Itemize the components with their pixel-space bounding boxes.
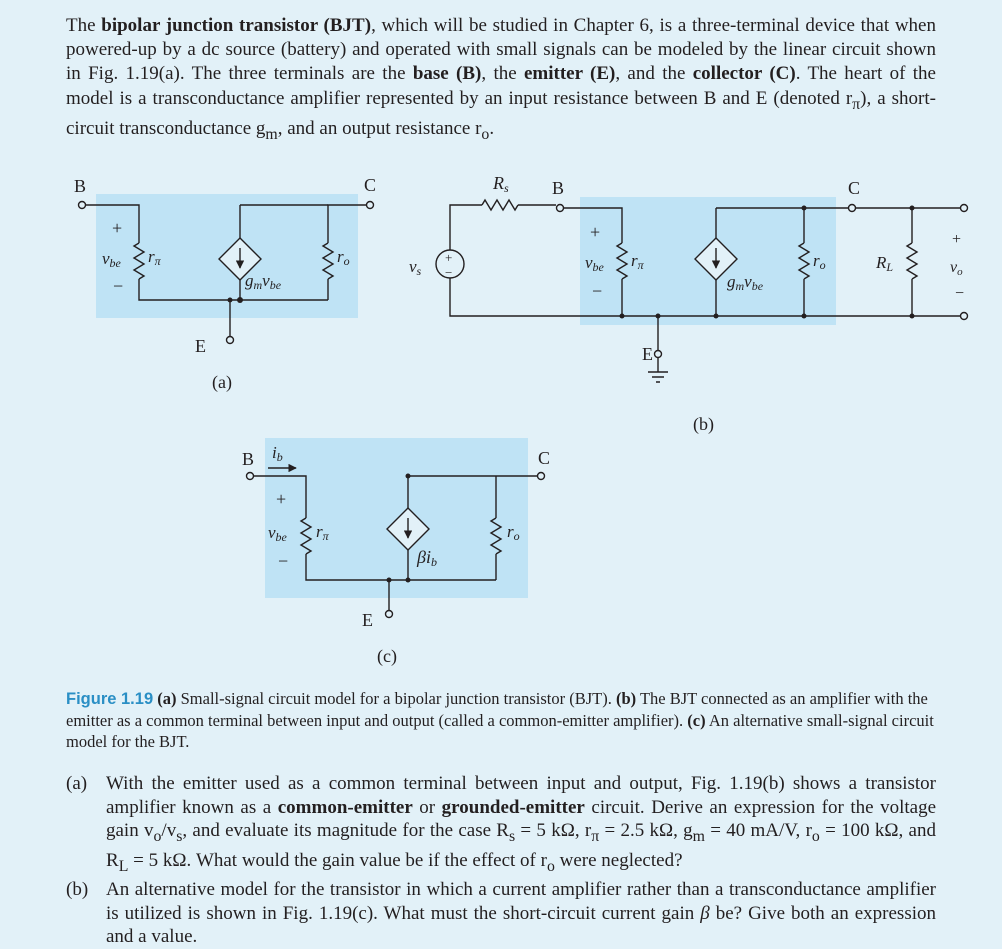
term-base: base (B) bbox=[412, 63, 482, 85]
svg-text:ro: ro bbox=[813, 251, 826, 272]
svg-text:vbe: vbe bbox=[102, 249, 121, 270]
svg-text:vo: vo bbox=[950, 259, 963, 278]
svg-text:−: − bbox=[445, 265, 453, 280]
label-a-E: E bbox=[195, 336, 206, 356]
label-a-plus: + bbox=[112, 218, 123, 238]
label-a-C: C bbox=[364, 175, 377, 195]
problem-item: (b) An alternative model for the transistor in which a current amplifier rather than a transconductance amplifier is utilized is shown in Fig. 1.19(c). What must the short-circuit current gain β be? Give both an expression and a value. bbox=[66, 878, 936, 948]
svg-text:vs: vs bbox=[409, 257, 422, 278]
svg-text:rπ: rπ bbox=[316, 522, 329, 543]
problem-list bbox=[66, 772, 936, 949]
svg-text:Rs: Rs bbox=[493, 173, 509, 195]
svg-text:(b): (b) bbox=[693, 414, 714, 434]
term-bjt: bipolar junction transistor (BJT) bbox=[101, 15, 372, 36]
svg-text:rπ: rπ bbox=[148, 247, 161, 268]
svg-text:βib: βib bbox=[417, 547, 437, 569]
label-a-B: B bbox=[74, 176, 87, 196]
svg-text:E: E bbox=[362, 610, 373, 630]
term-collector: collector (C) bbox=[692, 63, 796, 85]
svg-text:gmvbe: gmvbe bbox=[727, 272, 764, 293]
svg-text:B: B bbox=[242, 449, 255, 469]
figure-caption: Figure 1.19 (a) Small-signal circuit model for a bipolar junction transistor (BJT). (b) The BJT connected as an amplifier with the emitter as a common terminal between input and output (called a common-emitter amplifier). (c) An alternative small-signal circuit model for the BJT. bbox=[66, 689, 934, 751]
svg-text:+: + bbox=[276, 489, 287, 509]
intro-paragraph: The bipolar junction transistor (BJT), which will be studied in Chapter 6, is a three-terminal device that when powered-up by a dc source (battery) and operated with small signals can be modeled by the linear circuit shown in Fig. 1.19(a). The three terminals are the base (B), the emitter (E), and the collector (C). The heart of the model is a transconductance amplifier represented by an input resistance between B and E (denoted $r_\pi$), a short-circuit transconductance $g_m$, and an output resistance $r_o$. bbox=[66, 15, 936, 143]
svg-text:RL: RL bbox=[876, 253, 894, 274]
circuit-c bbox=[247, 438, 545, 618]
svg-text:+: + bbox=[952, 231, 962, 248]
svg-text:−: − bbox=[278, 551, 289, 571]
circuit-b bbox=[436, 197, 968, 382]
svg-text:−: − bbox=[592, 281, 603, 301]
svg-text:(c): (c) bbox=[377, 646, 397, 666]
label-a: (a) bbox=[212, 372, 232, 392]
problem-item: (a) With the emitter used as a common terminal between input and output, Fig. 1.19(b) shows a transistor amplifier known as a common-emitter or grounded-emitter circuit. Derive an expression for the voltage gain $v_o/v_s$, and evaluate its magnitude for the case $R_s = 5$ kΩ, $r_\pi = 2.5$ kΩ, $g_m = 40$ mA/V, $r_o = 100$ kΩ, and $R_L = 5$ kΩ. What would the gain value be if the effect of $r_o$ were neglected? bbox=[66, 773, 937, 875]
r-s-resistor bbox=[482, 200, 518, 210]
svg-text:C: C bbox=[538, 448, 551, 468]
svg-text:ro: ro bbox=[507, 522, 520, 543]
svg-text:gmvbe: gmvbe bbox=[245, 271, 282, 292]
term-emitter: emitter (E) bbox=[523, 63, 616, 85]
circuit-c-shade bbox=[265, 438, 528, 598]
label-a-minus: − bbox=[113, 276, 124, 296]
svg-text:vbe: vbe bbox=[268, 523, 287, 544]
svg-text:−: − bbox=[955, 285, 965, 302]
circuit-a bbox=[79, 194, 374, 344]
svg-text:vbe: vbe bbox=[585, 253, 604, 274]
svg-text:E: E bbox=[642, 344, 653, 364]
svg-text:+: + bbox=[445, 250, 453, 265]
svg-text:B: B bbox=[552, 178, 565, 198]
svg-text:rπ: rπ bbox=[631, 251, 644, 272]
svg-text:+: + bbox=[590, 222, 601, 242]
svg-text:ib: ib bbox=[272, 443, 283, 464]
svg-text:ro: ro bbox=[337, 247, 350, 268]
svg-text:C: C bbox=[848, 178, 861, 198]
